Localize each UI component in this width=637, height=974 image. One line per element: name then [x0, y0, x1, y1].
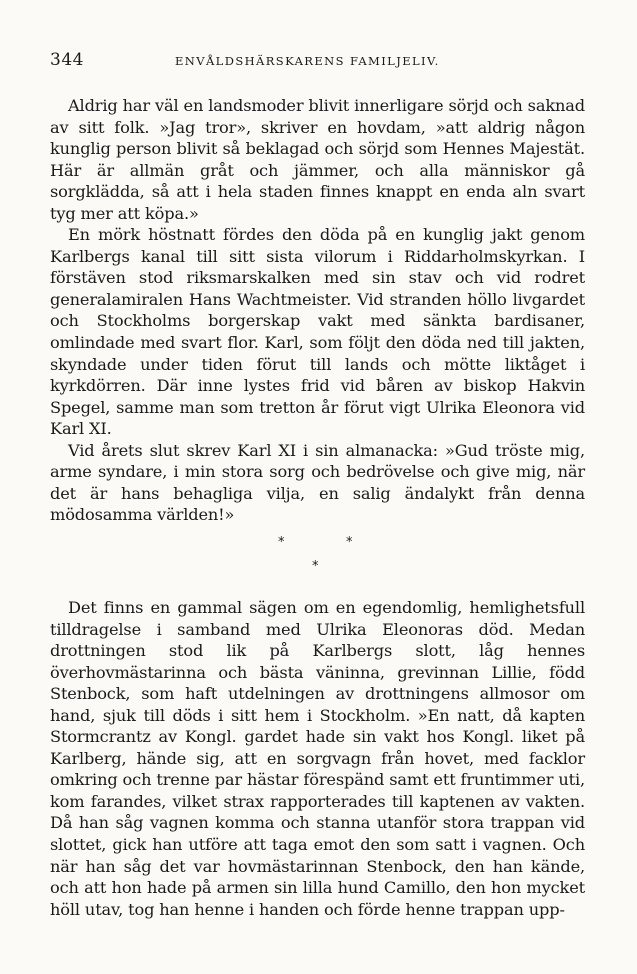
page-number: 344 — [50, 50, 84, 70]
paragraph: En mörk höstnatt fördes den döda på en kunglig jakt genom Karlbergs kanal till sitt sista vilorum i Riddarholmskyrkan. I förstäven stod riksmarskalken med sin stav och vid rodret generalamiralen Hans Wachtmeister. Vid stranden höllo livgardet och Stockholms borgerskap vakt med sänkta bardisaner, omlindade med svart flor. Karl, som följt den döda ned till jakten, skyndade under tiden förut till lands och mötte liktåget i kyrkdörren. Där inne lystes frid vid båren av biskop Hakvin Spegel, samme man som tretton år förut vigt Ulrika Eleonora vid Karl XI. — [50, 225, 585, 439]
text-section-1 — [50, 95, 585, 526]
section-separator — [260, 530, 380, 580]
separator-star: * — [346, 535, 353, 550]
text-section-2 — [50, 597, 585, 920]
running-head: ENVÅLDSHÄRSKARENS FAMILJELIV. — [175, 54, 440, 68]
paragraph: Vid årets slut skrev Karl XI i sin almanacka: »Gud tröste mig, arme syndare, i min stora sorg och bedrövelse och give mig, när det är hans behagliga vilja, en salig ändalykt från denna mödosamma världen!» — [50, 440, 585, 525]
page-header — [50, 50, 590, 72]
separator-star: * — [278, 535, 285, 550]
separator-star: * — [312, 559, 319, 574]
paragraph: Det finns en gammal sägen om en egendomlig, hemlighetsfull tilldragelse i samband med Ulrika Eleonoras död. Medan drottningen stod lik på Karlbergs slott, låg hennes överhovmästarinna och bästa väninna, grevinnan Lillie, född Stenbock, som haft utdelningen av drottningens allmosor om hand, sjuk till döds i sitt hem i Stockholm. »En natt, då kapten Stormcrantz av Kongl. gardet hade sin vakt hos Kongl. liket på Karlberg, hände sig, att en sorgvagn från hovet, med facklor omkring och trenne par hästar förespänd samt ett fruntimmer uti, kom farandes, vilket strax rapporterades till kaptenen av vakten. Då han såg vagnen komma och stanna utanför stora trappan vid slottet, gick han utföre att taga emot den som satt i vagnen. Och när han såg det var hovmästarinnan Stenbock, den han kände, och att hon hade på armen sin lilla hund Camillo, den hon mycket höll utav, tog han henne i handen och förde henne trappan upp- — [50, 598, 585, 919]
paragraph: Aldrig har väl en landsmoder blivit innerligare sörjd och saknad av sitt folk. »Jag tror», skriver en hovdam, »att aldrig någon kunglig person blivit så beklagad och sörjd som Hennes Majestät. Här är allmän gråt och jämmer, och alla människor gå sorgklädda, så att i hela staden finnes knappt en enda aln svart tyg mer att köpa.» — [50, 96, 585, 223]
